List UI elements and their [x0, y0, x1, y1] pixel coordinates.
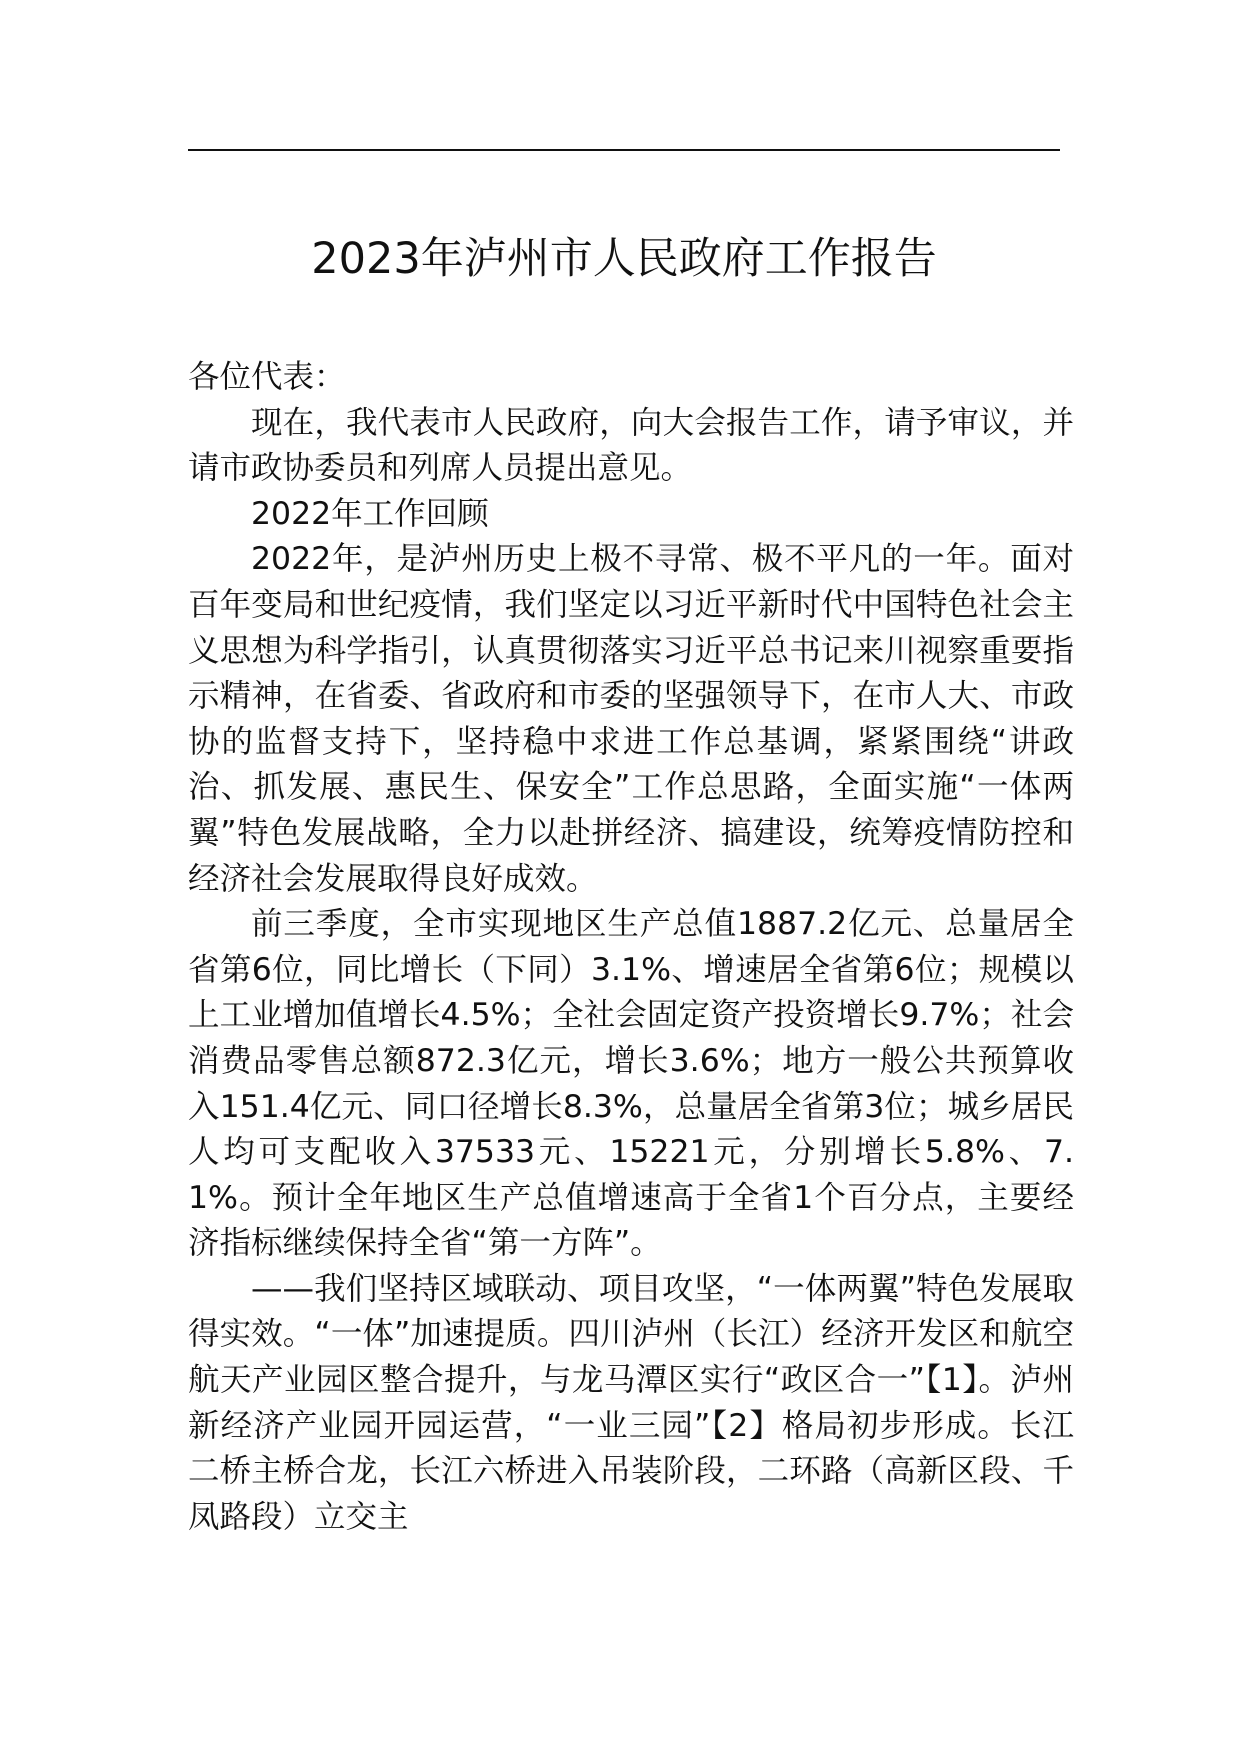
- document-body: [188, 355, 1074, 1540]
- paragraph-overview: 2022年，是泸州历史上极不寻常、极不平凡的一年。面对百年变局和世纪疫情，我们坚定以习近平新时代中国特色社会主义思想为科学指引，认真贯彻落实习近平总书记来川视察重要指示精神，在省委、省政府和市委的坚强领导下，在市人大、市政协的监督支持下，坚持稳中求进工作总基调，紧紧围绕“讲政治、抓发展、惠民生、保安全”工作总思路，全面实施“一体两翼”特色发展战略，全力以赴拼经济、搞建设，统筹疫情防控和经济社会发展取得良好成效。: [188, 541, 1074, 897]
- section-heading: 2022年工作回顾: [251, 495, 489, 532]
- header-rule: [188, 149, 1060, 151]
- document-title: 2023年泸州市人民政府工作报告: [311, 234, 937, 284]
- salutation: 各位代表：: [188, 359, 346, 395]
- paragraph-intro: 现在，我代表市人民政府，向大会报告工作，请予审议，并请市政协委员和列席人员提出意见。: [188, 404, 1074, 487]
- paragraph-development: ——我们坚持区域联动、项目攻坚，“一体两翼”特色发展取得实效。“一体”加速提质。四川泸州（长江）经济开发区和航空航天产业园区整合提升，与龙马潭区实行“政区合一”【1】。泸州新经济产业园开园运营，“一业三园”【2】格局初步形成。长江二桥主桥合龙，长江六桥进入吊装阶段，二环路（高新区段、千凤路段）立交主: [188, 1270, 1075, 1535]
- paragraph-statistics: 前三季度，全市实现地区生产总值1887.2亿元、总量居全省第6位，同比增长（下同）3.1%、增速居全省第6位；规模以上工业增加值增长4.5%；全社会固定资产投资增长9.7%；社会消费品零售总额872.3亿元，增长3.6%；地方一般公共预算收入151.4亿元、同口径增长8.3%，总量居全省第3位；城乡居民人均可支配收入37533元、15221元，分别增长5.8%、7.1%。预计全年地区生产总值增速高于全省1个百分点，主要经济指标继续保持全省“第一方阵”。: [188, 906, 1074, 1262]
